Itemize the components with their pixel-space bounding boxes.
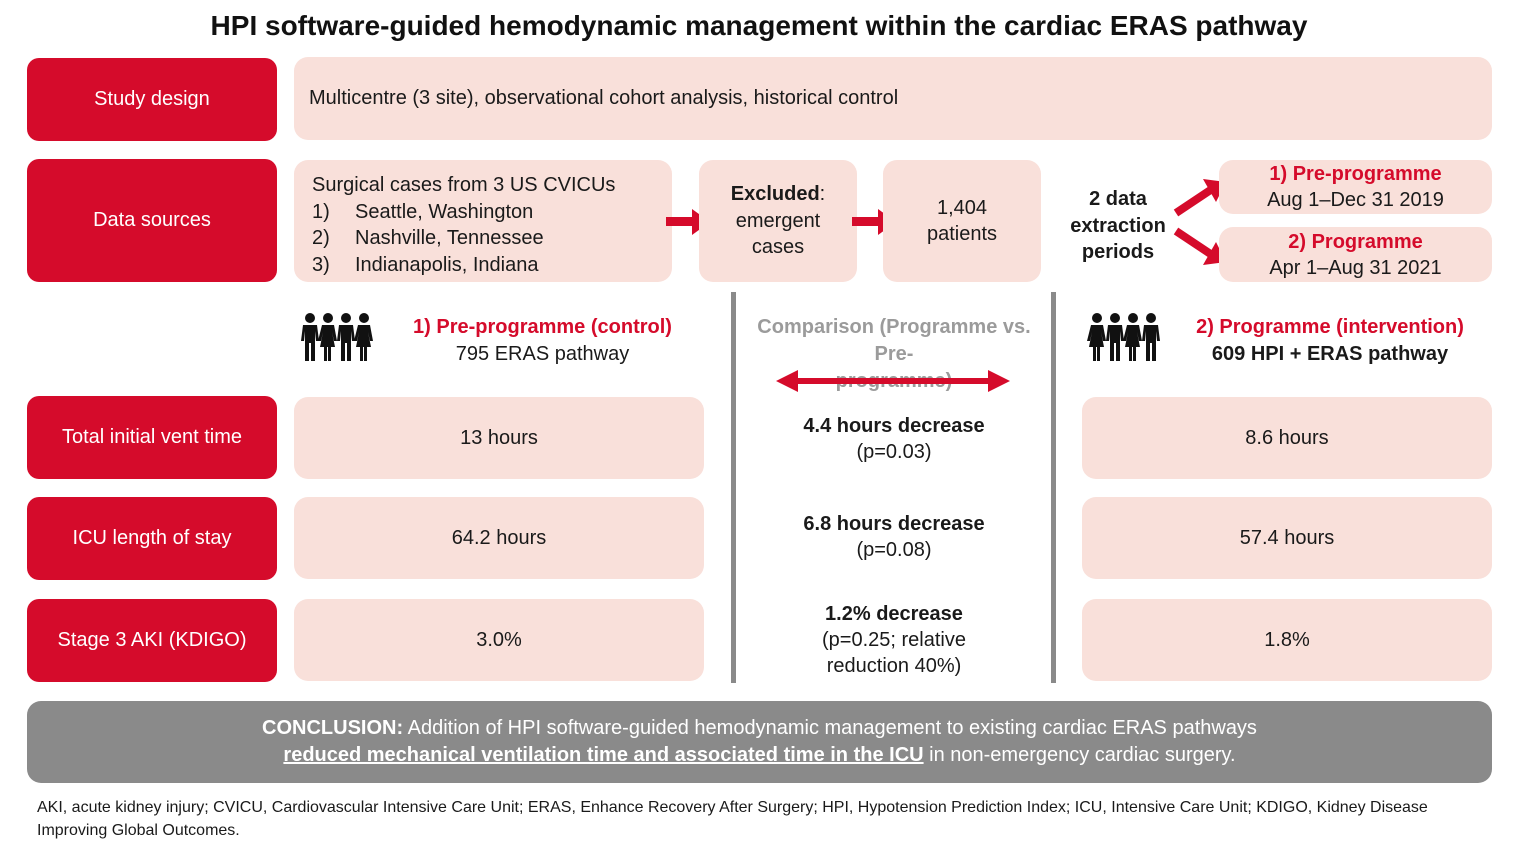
conclusion-text-1: Addition of HPI software-guided hemodynamic management to existing cardiac ERAS pathways xyxy=(403,717,1257,739)
control-sub: 795 ERAS pathway xyxy=(455,343,630,365)
page-title: HPI software-guided hemodynamic management within the cardiac ERAS pathway xyxy=(210,10,1308,41)
comparison-result: 4.4 hours decrease (p=0.03) xyxy=(803,415,985,463)
double-arrow-icon xyxy=(776,369,1010,393)
outcome-label: Stage 3 AKI (KDIGO) xyxy=(27,599,277,682)
excluded-line2: emergent xyxy=(735,209,821,232)
intervention-group-header xyxy=(1180,314,1480,368)
intervention-value: 57.4 hours xyxy=(1239,526,1335,549)
period-1-title: 1) Pre-programme xyxy=(1269,163,1442,185)
conclusion-box xyxy=(27,701,1492,783)
comparison-header: Comparison (Programme vs. Pre- xyxy=(757,316,1031,365)
control-value: 64.2 hours xyxy=(451,526,547,549)
intervention-title: 2) Programme (intervention) xyxy=(1196,316,1464,338)
divider-left xyxy=(731,292,736,683)
site-item: 2) Nashville, Tennessee xyxy=(312,227,544,249)
periods-label: 2 data extraction periods xyxy=(1070,188,1166,263)
data-sources-sites-box xyxy=(294,160,672,282)
excluded-box: Excluded: emergent cases xyxy=(699,160,857,282)
period-1-dates: Aug 1–Dec 31 2019 xyxy=(1267,189,1444,211)
period-2-dates: Apr 1–Aug 31 2021 xyxy=(1269,256,1442,279)
comparison-result: 1.2% decrease (p=0.25; relative reduction 40%) xyxy=(822,603,966,677)
study-design-box xyxy=(294,57,1492,140)
intervention-value: 8.6 hours xyxy=(1245,426,1329,449)
excluded-title: Excluded xyxy=(730,183,820,206)
sites-heading: Surgical cases from 3 US CVICUs xyxy=(312,174,616,196)
people-group-icon xyxy=(300,313,376,365)
intervention-value-box xyxy=(1082,497,1492,579)
control-title: 1) Pre-programme (control) xyxy=(413,316,672,338)
conclusion-highlight: reduced mechanical ventilation time and associated time in the ICU xyxy=(283,744,924,766)
control-value: 3.0% xyxy=(476,628,522,651)
divider-right xyxy=(1051,292,1056,683)
patients-count: 1,404 xyxy=(936,196,988,219)
intervention-value-box xyxy=(1082,397,1492,479)
control-value-box xyxy=(294,599,704,681)
control-value: 13 hours xyxy=(460,426,538,449)
people-group-icon xyxy=(1087,313,1163,365)
data-sources-label: Data sources xyxy=(27,159,277,282)
study-design-label: Study design xyxy=(27,58,277,141)
patients-label: patients xyxy=(926,223,998,245)
intervention-value: 1.8% xyxy=(1264,628,1310,651)
period-2-title: 2) Programme xyxy=(1288,230,1423,253)
conclusion-text-2: in non-emergency cardiac surgery. xyxy=(923,744,1236,766)
period-2-box xyxy=(1219,227,1492,282)
control-value-box xyxy=(294,397,704,479)
intervention-value-box xyxy=(1082,599,1492,681)
patients-box xyxy=(883,160,1041,282)
footnote: AKI, acute kidney injury; CVICU, Cardiovascular Intensive Care Unit; ERAS, Enhance Recovery After Surgery; HPI, Hypotension Prediction Index; ICU, Intensive Care Unit; KDIGO, Kidney Disease Improving Global Outcomes. xyxy=(37,799,1428,839)
conclusion-label: CONCLUSION: xyxy=(262,717,404,739)
control-group-header xyxy=(400,314,685,368)
outcome-label: ICU length of stay xyxy=(27,497,277,580)
study-design-text: Multicentre (3 site), observational cohort analysis, historical control xyxy=(309,87,899,109)
intervention-sub: 609 HPI + ERAS pathway xyxy=(1211,343,1449,365)
site-item: 3) Indianapolis, Indiana xyxy=(312,253,539,276)
control-value-box xyxy=(294,497,704,579)
outcome-label: Total initial vent time xyxy=(27,396,277,479)
period-1-box xyxy=(1219,160,1492,214)
excluded-line3: cases xyxy=(751,236,805,259)
site-item: 1) Seattle, Washington xyxy=(312,200,534,223)
comparison-result: 6.8 hours decrease (p=0.08) xyxy=(803,513,985,561)
